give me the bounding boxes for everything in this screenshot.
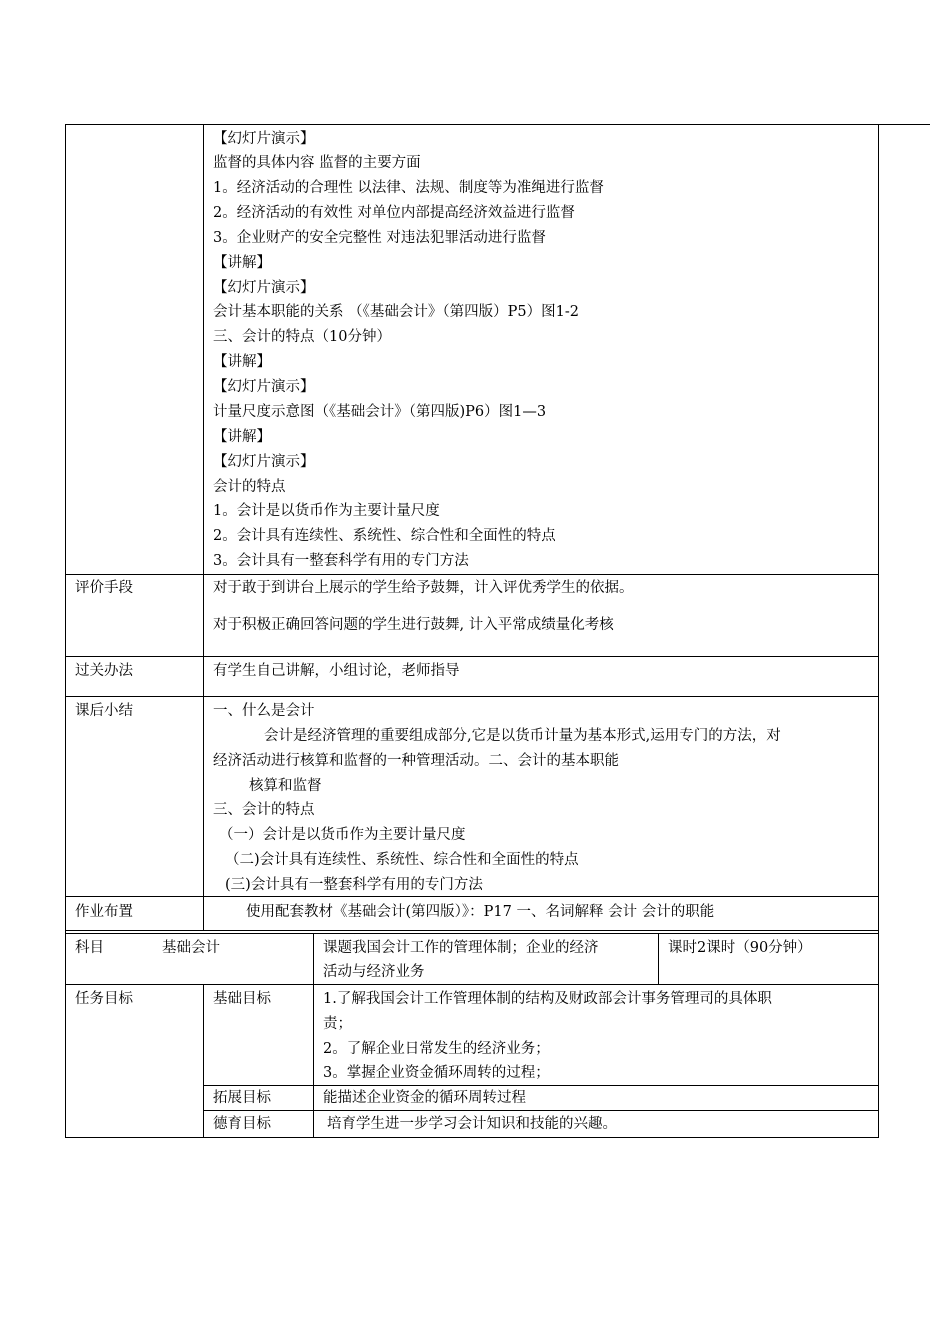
section-line: 会计基本职能的关系 （《基础会计》（第四版）P5）图1-2 (213, 304, 579, 320)
rule-row-moral (203, 1110, 879, 1111)
subject-label: 科目 (75, 940, 104, 956)
basic-goal-label: 基础目标 (213, 991, 271, 1007)
summary-line: 经济活动进行核算和监督的一种管理活动。二、会计的基本职能 (213, 753, 619, 769)
section-line: 2。会计具有连续性、系统性、综合性和全面性的特点 (213, 528, 556, 544)
topic-line: 课题我国会计工作的管理体制；企业的经济 (323, 940, 599, 956)
summary-line: 一、什么是会计 (213, 703, 315, 719)
summary-line: 三、会计的特点 (213, 802, 315, 818)
moral-goal-text: 培育学生进一步学习会计知识和技能的兴趣。 (327, 1116, 617, 1132)
rule-bottom (65, 1137, 879, 1138)
evaluation-line: 对于积极正确回答问题的学生进行鼓舞, 计入平常成绩量化考核 (213, 617, 614, 633)
rule-row-task (65, 984, 879, 985)
section-line: 【幻灯片演示】 (213, 379, 315, 395)
pass-method-label: 过关办法 (75, 663, 133, 679)
summary-line: (三)会计具有一整套科学有用的专门方法 (225, 877, 483, 893)
summary-line: （一）会计是以货币作为主要计量尺度 (219, 827, 466, 843)
section-line: 【幻灯片演示】 (213, 454, 315, 470)
evaluation-label: 评价手段 (75, 580, 133, 596)
rule-col-topic (313, 933, 314, 1137)
rule-row-pass (65, 656, 879, 657)
section-line: 1。经济活动的合理性 以法律、法规、制度等为准绳进行监督 (213, 180, 604, 196)
evaluation-line: 对于敢于到讲台上展示的学生给予鼓舞，计入评优秀学生的依据。 (213, 580, 634, 596)
summary-label: 课后小结 (75, 703, 133, 719)
summary-line: 会计是经济管理的重要组成部分,它是以货币计量为基本形式,运用专门的方法，对 (264, 728, 781, 744)
rule-right (878, 124, 879, 1137)
rule-row-eval (65, 574, 879, 575)
rule-col-hours (658, 933, 659, 984)
section-line: 【幻灯片演示】 (213, 280, 315, 296)
topic-line: 活动与经济业务 (323, 964, 425, 980)
task-goal-label: 任务目标 (75, 991, 133, 1007)
section-line: 计量尺度示意图（《基础会计》（第四版)P6）图1—3 (213, 404, 547, 420)
section-line: 1。会计是以货币作为主要计量尺度 (213, 503, 440, 519)
rule-row-subject (65, 930, 879, 931)
section-line: 【讲解】 (213, 429, 271, 445)
subject-value: 基础会计 (162, 940, 220, 956)
section-line: 3。企业财产的安全完整性 对违法犯罪活动进行监督 (213, 230, 546, 246)
basic-goal-line: 2。了解企业日常发生的经济业务； (323, 1041, 550, 1057)
rule-row-summary (65, 696, 879, 697)
section-line: 2。经济活动的有效性 对单位内部提高经济效益进行监督 (213, 205, 575, 221)
hours-text: 课时2课时（90分钟） (668, 940, 812, 956)
rule-col-label (203, 124, 204, 930)
moral-goal-label: 德育目标 (213, 1116, 271, 1132)
homework-text: 使用配套教材《基础会计(第四版）》：P17 一、名词解释 会计 会计的职能 (246, 904, 715, 920)
homework-label: 作业布置 (75, 904, 133, 920)
rule-col-task-label (203, 984, 204, 1137)
basic-goal-line: 责； (323, 1016, 352, 1032)
rule-top (65, 124, 930, 125)
basic-goal-line: 3。掌握企业资金循环周转的过程； (323, 1065, 550, 1081)
rule-row-subject-gap (65, 933, 879, 934)
section-line: 监督的具体内容 监督的主要方面 (213, 155, 421, 171)
extend-goal-label: 拓展目标 (213, 1090, 271, 1106)
section-line: 【讲解】 (213, 354, 271, 370)
summary-line: （二)会计具有连续性、系统性、综合性和全面性的特点 (225, 852, 579, 868)
section-line: 3。会计具有一整套科学有用的专门方法 (213, 553, 469, 569)
extend-goal-text: 能描述企业资金的循环周转过程 (323, 1090, 526, 1106)
section-line: 会计的特点 (213, 479, 286, 495)
section-line: 三、会计的特点（10分钟） (213, 329, 391, 345)
pass-method-text: 有学生自己讲解，小组讨论，老师指导 (213, 663, 460, 679)
rule-left (65, 124, 66, 1137)
section-line: 【幻灯片演示】 (213, 131, 315, 147)
section-line: 【讲解】 (213, 255, 271, 271)
rule-row-homework (65, 896, 879, 897)
summary-line: 核算和监督 (249, 778, 322, 794)
basic-goal-line: 1.了解我国会计工作管理体制的结构及财政部会计事务管理司的具体职 (323, 991, 772, 1007)
rule-row-extend (203, 1085, 879, 1086)
